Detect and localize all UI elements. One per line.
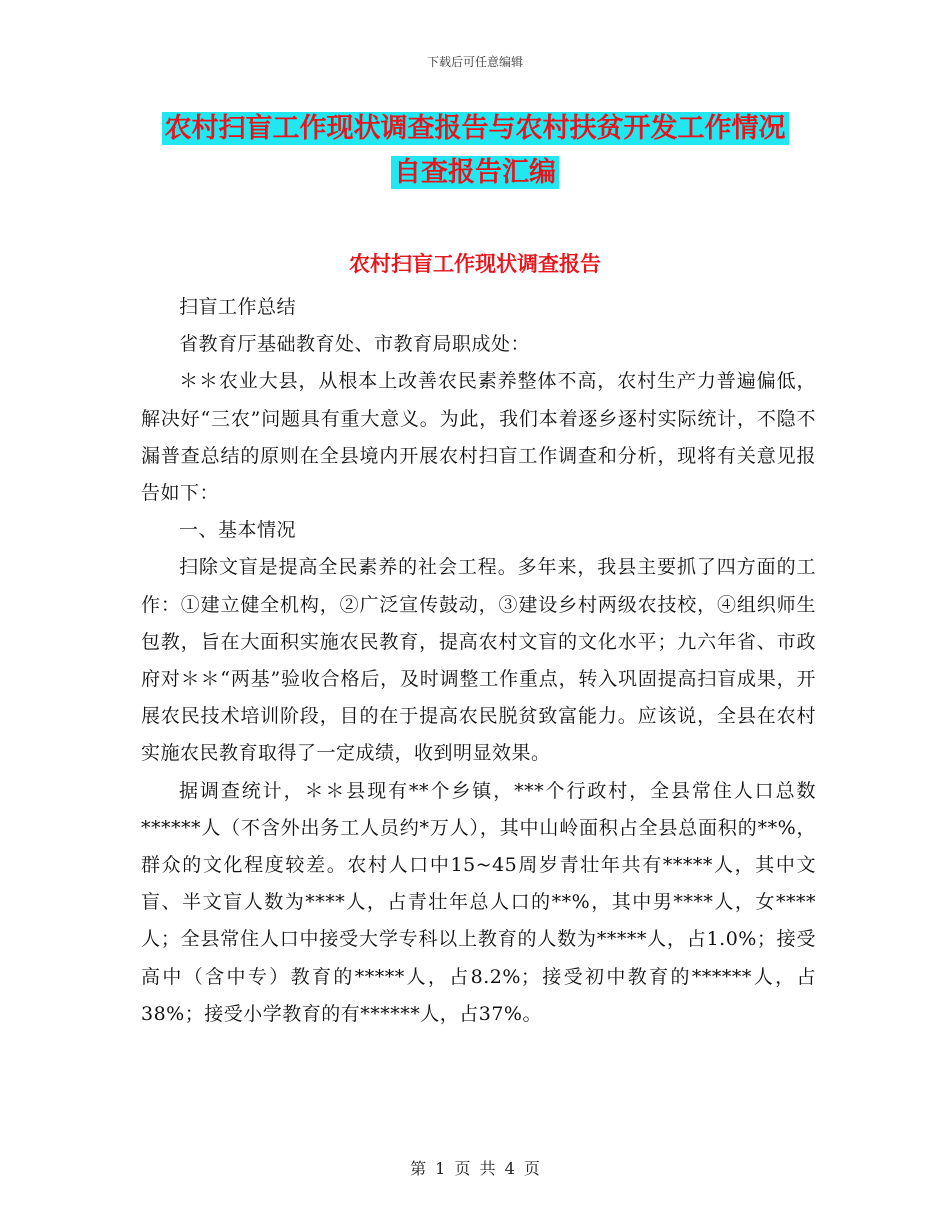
paragraph-summary-heading: 扫盲工作总结 xyxy=(179,296,297,318)
document-title-line-2 xyxy=(0,156,950,190)
section-title: 农村扫盲工作现状调查报告 xyxy=(349,252,601,276)
document-body xyxy=(141,289,816,1033)
document-title-line-1 xyxy=(0,112,950,146)
paragraph-intro: ＊＊农业大县，从根本上改善农民素养整体不高，农村生产力普遍偏低，解决好“三农”问题具有重大意义。为此，我们本着逐乡逐村实际统计，不隐不漏普查总结的原则在全县境内开展农村扫盲工作调查和分析，现将有关意见报告如下： xyxy=(141,370,816,505)
document-title-text-2: 自查报告汇编 xyxy=(391,156,559,189)
paragraph-recipient: 省教育厅基础教育处、市教育局职成处： xyxy=(179,333,531,356)
paragraph-basic-situation: 扫除文盲是提高全民素养的社会工程。多年来，我县主要抓了四方面的工作：①建立健全机构，②广泛宣传鼓动，③建设乡村两级农技校，④组织师生包教，旨在大面积实施农民教育，提高农村文盲的文化水平；九六年省、市政府对＊＊“两基”验收合格后，及时调整工作重点，转入巩固提高扫盲成果，开展农民技术培训阶段，目的在于提高农民脱贫致富能力。应该说，全县在农村实施农民教育取得了一定成绩，收到明显效果。 xyxy=(141,556,816,765)
header-note: 下载后可任意编辑 xyxy=(426,55,523,69)
document-title-text-1: 农村扫盲工作现状调查报告与农村扶贫开发工作情况 xyxy=(162,112,789,145)
page-number-footer: 第 1 页 共 4 页 xyxy=(410,1159,540,1178)
paragraph-section-heading: 一、基本情况 xyxy=(179,519,297,542)
paragraph-statistics: 据调查统计，＊＊县现有**个乡镇，***个行政村，全县常住人口总数******人（不含外出务工人员约*万人），其中山岭面积占全县总面积的**%，群众的文化程度较差。农村人口中15~45周岁青壮年共有*****人，其中文盲、半文盲人数为****人，占青壮年总人口的**%，其中男****人，女****人；全县常住人口中接受大学专科以上教育的人数为*****人，占1.0%；接受高中（含中专）教育的*****人，占8.2%；接受初中教育的******人，占38%；接受小学教育的有******人，占37%。 xyxy=(141,779,816,1025)
